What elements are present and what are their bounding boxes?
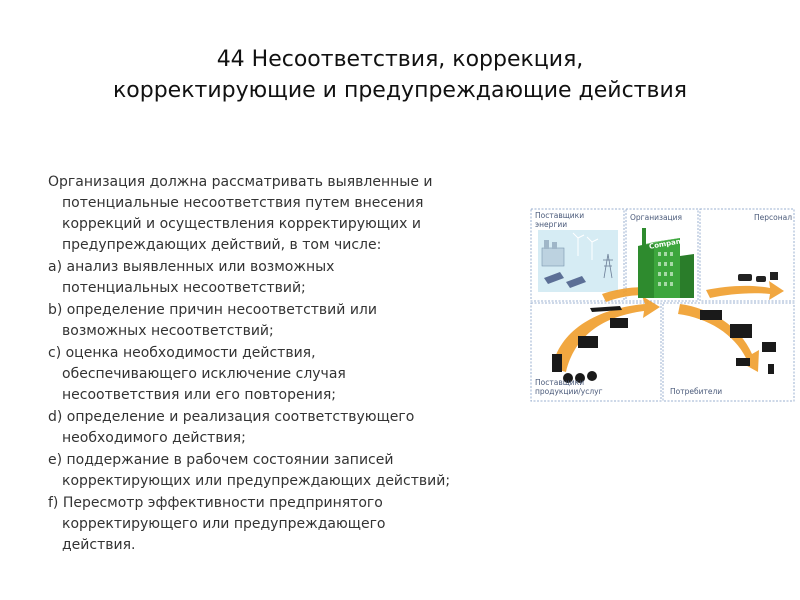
list-item-line: несоответствия или его повторения; (62, 387, 337, 403)
list-item-line: корректирующего или предупреждающего (62, 516, 386, 532)
title-line-2: корректирующие и предупреждающие действия (113, 78, 687, 103)
label-organization: Организация (630, 213, 683, 222)
label-personnel: Персонал (754, 213, 793, 222)
slide-title (0, 44, 800, 106)
list-item-line: корректирующих или предупреждающих действий; (62, 473, 451, 489)
list-item-line: обеспечивающего исключение случая (62, 366, 346, 382)
intro-paragraph (48, 172, 528, 256)
scooter-icon (736, 358, 750, 366)
vehicle-icons (738, 272, 778, 282)
list-item-line: необходимого действия; (62, 430, 246, 446)
list-item-line: потенциальных несоответствий; (62, 280, 306, 296)
list-item-line: b) определение причин несоответствий или (48, 302, 377, 318)
intro-line: Организация должна рассматривать выявленные и (48, 174, 433, 190)
list-item-line: е) поддержание в рабочем состоянии записей (48, 452, 394, 468)
list-item-d (48, 407, 528, 449)
tv-icon (762, 342, 776, 352)
shop-icon (730, 324, 752, 338)
bin-icon (768, 364, 774, 374)
list-item-line: d) определение и реализация соответствующего (48, 409, 415, 425)
arrow-organization-to-personnel (706, 281, 784, 300)
container-icon (578, 336, 598, 348)
list-item-line: а) анализ выявленных или возможных (48, 259, 335, 275)
process-diagram (530, 208, 796, 404)
company-building-icon (638, 228, 694, 298)
truck-icon (610, 318, 628, 328)
label-energy-suppliers-2: энергии (535, 220, 568, 229)
oil-pump-icon (552, 354, 562, 372)
list-item-line: f) Пересмотр эффективности предпринятого (48, 495, 383, 511)
intro-line: потенциальные несоответствия путем внесения (62, 195, 424, 211)
label-consumers: Потребители (670, 387, 723, 396)
label-energy-suppliers-1: Поставщики (535, 211, 585, 220)
process-diagram-figure (530, 208, 796, 404)
list-item-line: действия. (62, 537, 136, 553)
list-item-b (48, 300, 528, 342)
intro-line: коррекций и осуществления корректирующих и (62, 216, 421, 232)
list-item-c (48, 343, 528, 406)
list-item-a (48, 257, 528, 299)
title-line-1: 44 Несоответствия, коррекция, (216, 47, 584, 72)
list-item-line: возможных несоответствий; (62, 323, 274, 339)
delivery-truck-icon (700, 310, 722, 320)
company-sign: Company (648, 236, 686, 251)
list-item-f (48, 493, 528, 556)
barrel-icon (587, 371, 597, 381)
body-text (48, 172, 528, 557)
list-item-line: с) оценка необходимости действия, (48, 345, 316, 361)
label-product-suppliers-1: Поставщики (535, 378, 585, 387)
intro-line: предупреждающих действий, в том числе: (62, 237, 382, 253)
label-product-suppliers-2: продукции/услуг (535, 387, 603, 396)
list-item-e (48, 450, 528, 492)
